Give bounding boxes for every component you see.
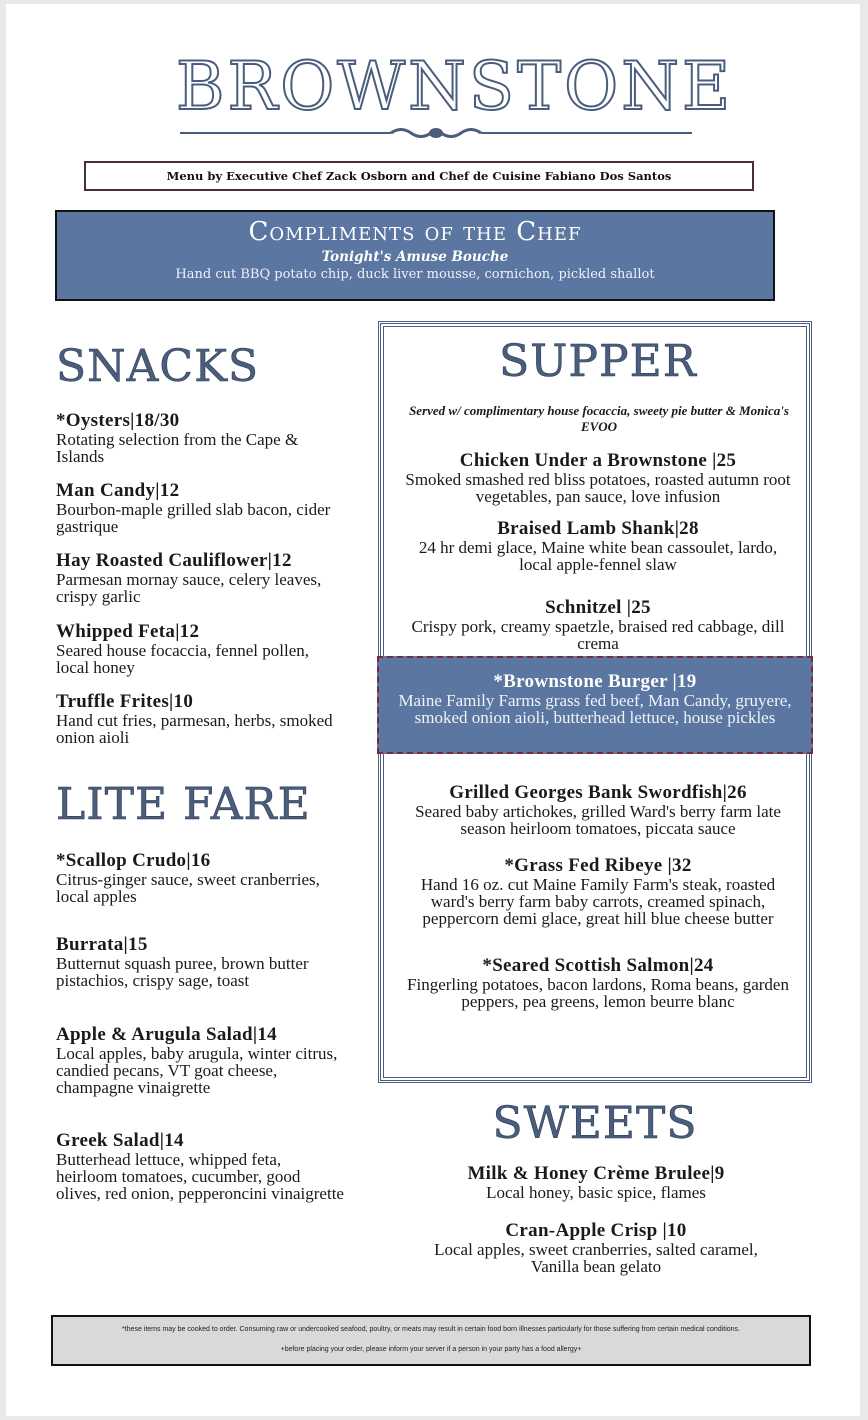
menu-item [56, 935, 346, 989]
item-description: 24 hr demi glace, Maine white bean cassoulet, lardo, local apple-fennel slaw [418, 538, 778, 574]
item-description: Parmesan mornay sauce, celery leaves, crispy garlic [56, 570, 322, 606]
brand-name: BROWNSTONE [176, 48, 734, 125]
item-name: Schnitzel |25 [545, 597, 651, 618]
snacks-title: SNACKS [56, 341, 260, 392]
item-description: Bourbon-maple grilled slab bacon, cider gastrique [56, 500, 331, 536]
item-description: Citrus-ginger sauce, sweet cranberries, local apples [56, 870, 320, 906]
menu-item [56, 481, 346, 535]
item-description: Hand 16 oz. cut Maine Family Farm's steak, roasted ward's berry farm baby carrots, creamed spinach, peppercorn demi glace, great hill blue cheese butter [420, 875, 776, 928]
item-name: Whipped Feta|12 [56, 621, 200, 642]
menu-item [56, 851, 346, 905]
amuse-title: Compliments of the Chef [248, 217, 582, 247]
item-name: Greek Salad|14 [56, 1130, 184, 1151]
item-name: Man Candy|12 [56, 480, 180, 501]
menu-item [384, 856, 812, 927]
menu-item [411, 1221, 781, 1275]
menu-item [384, 783, 812, 837]
item-description: Smoked smashed red bliss potatoes, roasted autumn root vegetables, pan sauce, love infusion [405, 470, 791, 506]
item-description: Fingerling potatoes, bacon lardons, Roma beans, garden peppers, pea greens, lemon beurre blanc [407, 975, 789, 1011]
item-name: Burrata|15 [56, 934, 148, 955]
item-name: *Oysters|18/30 [56, 410, 180, 431]
menu-item [384, 956, 812, 1010]
featured-item-burger [377, 656, 813, 754]
item-name: Cran-Apple Crisp |10 [505, 1220, 687, 1241]
item-description: Local apples, sweet cranberries, salted caramel, Vanilla bean gelato [434, 1240, 758, 1276]
chef-credit: Menu by Executive Chef Zack Osborn and Chef de Cuisine Fabiano Dos Santos [84, 161, 754, 191]
brand-logo [176, 48, 734, 142]
item-description: Seared house focaccia, fennel pollen, local honey [56, 641, 309, 677]
item-name: Hay Roasted Cauliflower|12 [56, 550, 292, 571]
menu-item [56, 1131, 346, 1202]
item-description: Rotating selection from the Cape & Islands [56, 430, 299, 466]
item-description: Butternut squash puree, brown butter pistachios, crispy sage, toast [56, 954, 309, 990]
menu-item [56, 1025, 346, 1096]
menu-page [6, 4, 860, 1416]
item-name: *Brownstone Burger |19 [493, 671, 697, 692]
menu-item [56, 411, 346, 465]
item-description: Crispy pork, creamy spaetzle, braised red cabbage, dill crema [411, 617, 785, 653]
menu-item [384, 519, 812, 573]
amuse-subtitle: Tonight's Amuse Bouche [321, 249, 509, 265]
menu-item [384, 598, 812, 652]
item-description: Butterhead lettuce, whipped feta, heirloom tomatoes, cucumber, good olives, red onion, pepperoncini vinaigrette [56, 1150, 344, 1203]
item-description: Local apples, baby arugula, winter citrus, candied pecans, VT goat cheese, champagne vinaigrette [56, 1044, 338, 1097]
supper-title: SUPPER [499, 336, 697, 387]
allergy-disclaimer [51, 1315, 811, 1366]
disclaimer-line-1: *these items may be cooked to order. Consuming raw or undercooked seafood, poultry, or meats may result in certain food born illnesses particularly for those suffering from certain medical conditions. [122, 1326, 740, 1333]
menu-item [384, 451, 812, 505]
item-name: Braised Lamb Shank|28 [497, 518, 699, 539]
item-name: *Scallop Crudo|16 [56, 850, 211, 871]
item-name: Apple & Arugula Salad|14 [56, 1024, 277, 1045]
amuse-bouche-panel [55, 210, 775, 301]
item-description: Seared baby artichokes, grilled Ward's berry farm late season heirloom tomatoes, piccata sauce [415, 802, 781, 838]
item-name: Truffle Frites|10 [56, 691, 194, 712]
item-description: Maine Family Farms grass fed beef, Man Candy, gruyere, smoked onion aioli, butterhead lettuce, house pickles [398, 691, 792, 727]
disclaimer-line-2: +before placing your order, please inform your server if a person in your party has a food allergy+ [280, 1346, 582, 1353]
item-name: Grilled Georges Bank Swordfish|26 [449, 782, 747, 803]
menu-item [56, 622, 346, 676]
menu-item [56, 551, 346, 605]
logo-ornament [176, 124, 696, 142]
menu-item [384, 1164, 808, 1201]
menu-item [56, 692, 346, 746]
item-description: Local honey, basic spice, flames [486, 1183, 706, 1202]
lite-fare-title: LITE FARE [56, 779, 311, 830]
amuse-description: Hand cut BBQ potato chip, duck liver mousse, cornichon, pickled shallot [175, 267, 655, 282]
sweets-title: SWEETS [492, 1098, 698, 1149]
item-name: Milk & Honey Crème Brulee|9 [467, 1163, 725, 1184]
supper-served-note: Served w/ complimentary house focaccia, sweety pie butter & Monica's EVOO [409, 403, 789, 434]
item-name: Chicken Under a Brownstone |25 [459, 450, 737, 471]
item-name: *Grass Fed Ribeye |32 [504, 855, 692, 876]
item-name: *Seared Scottish Salmon|24 [482, 955, 714, 976]
item-description: Hand cut fries, parmesan, herbs, smoked onion aioli [56, 711, 333, 747]
